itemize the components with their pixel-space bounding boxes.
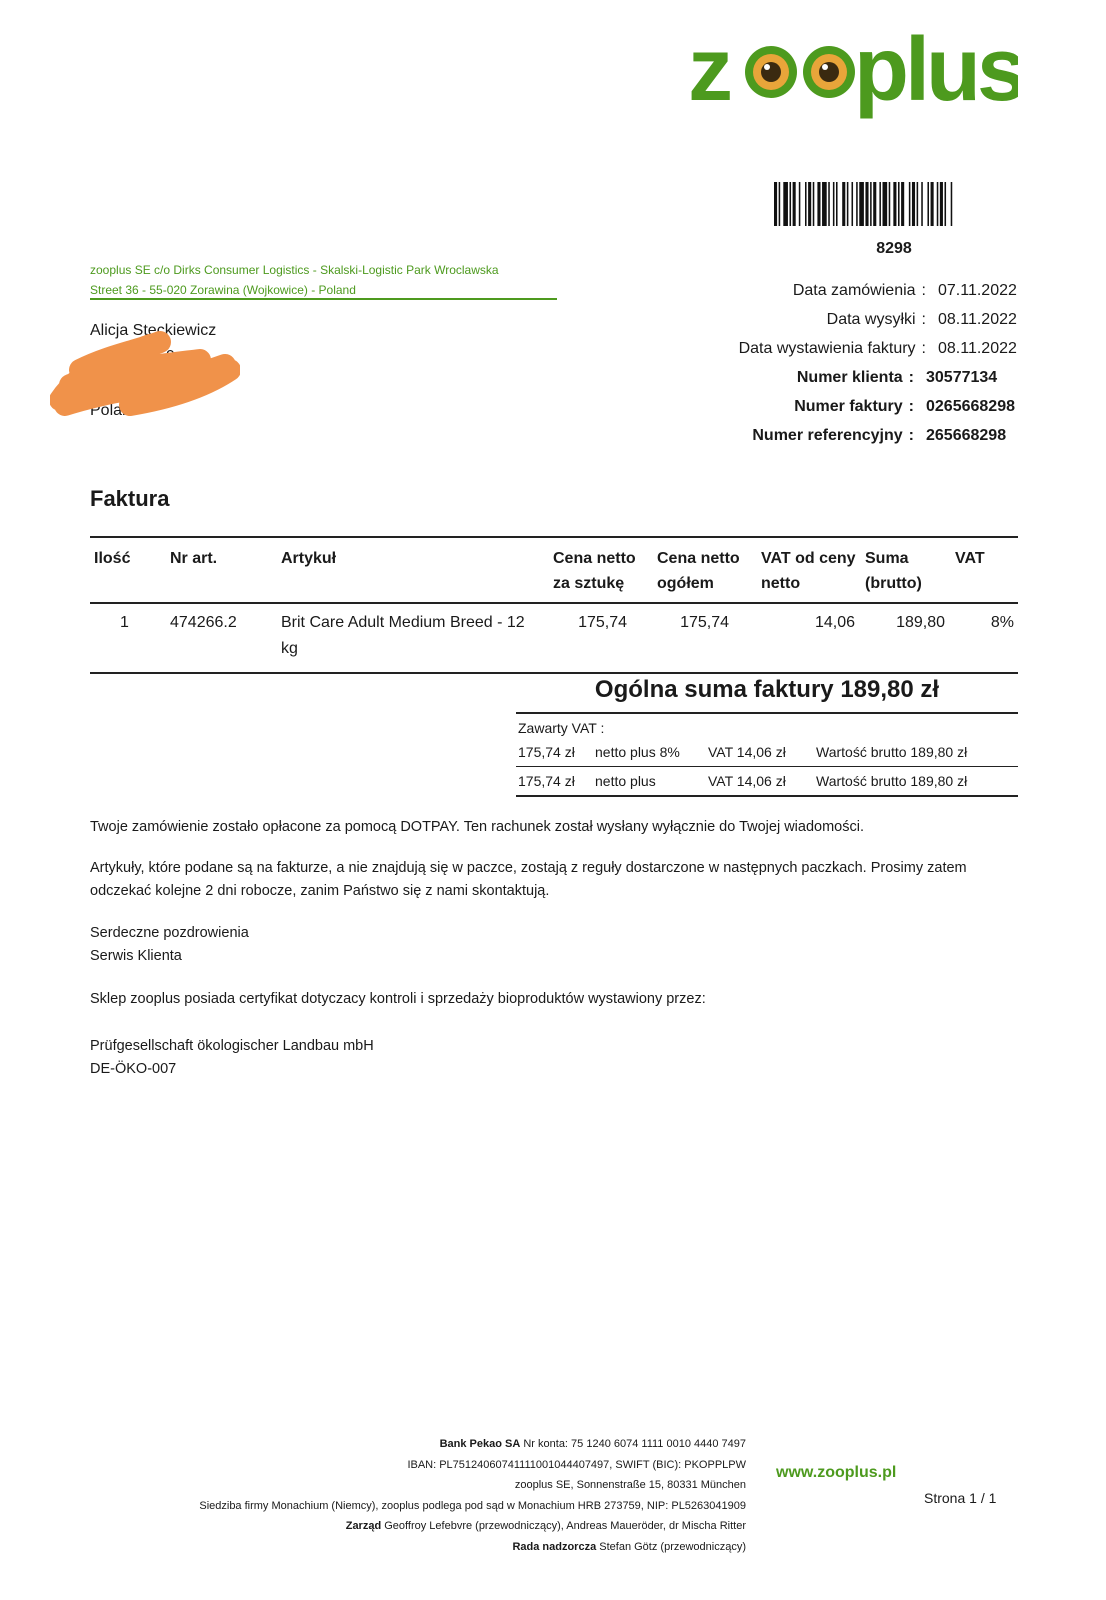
barcode-bar — [836, 182, 838, 226]
cell-art-no: 474266.2 — [170, 614, 237, 631]
footer-bank-account: Nr konta: 75 1240 6074 1111 0010 4440 7497 — [523, 1438, 746, 1450]
order-meta-label: Numer referencyjny — [752, 426, 903, 444]
footer-legal — [150, 1434, 746, 1557]
order-meta-row — [739, 421, 1024, 450]
order-meta-value: 30577134 — [926, 368, 998, 386]
vat-row-desc: netto plus — [595, 773, 656, 789]
vat-row-vat: VAT 14,06 zł — [708, 744, 786, 760]
order-meta-colon: : — [908, 397, 914, 415]
cell-vat-amount: 14,06 — [814, 614, 855, 631]
barcode-bar — [883, 182, 888, 226]
order-meta-row — [739, 305, 1024, 334]
sender-line-1: zooplus SE c/o Dirks Consumer Logistics - Skalski-Logistic Park Wroclawska — [90, 263, 499, 277]
logo-graphic — [688, 22, 1018, 126]
barcode-bar — [856, 182, 858, 226]
cell-article: Brit Care Adult Medium Breed - 12 kg — [281, 614, 525, 657]
footer-bank-line — [150, 1434, 746, 1455]
certificate-code: DE-ÖKO-007 — [90, 1061, 177, 1077]
order-meta-label: Numer faktury — [794, 397, 903, 415]
svg-text:plus: plus — [854, 22, 1018, 120]
barcode-bar — [799, 182, 801, 226]
table-header-row — [90, 537, 1018, 603]
barcode-bar — [828, 182, 830, 226]
customer-country: Polan — [90, 402, 131, 419]
barcode-bar — [783, 182, 788, 226]
barcode-bar — [842, 182, 845, 226]
cell-total-net: 175,74 — [680, 614, 729, 631]
vat-summary-row — [516, 738, 1018, 767]
sender-address — [90, 260, 560, 300]
barcode-bar — [817, 182, 820, 226]
header-vat-rate: VAT — [951, 537, 1018, 603]
redaction-scribble — [50, 330, 240, 420]
order-meta-label: Data wystawienia faktury — [738, 339, 916, 357]
barcode-bar — [909, 182, 911, 226]
vat-row-net: 175,74 zł — [518, 773, 575, 789]
barcode-bar — [893, 182, 896, 226]
header-vat-amount: VAT od ceny netto — [757, 537, 861, 603]
barcode-bar — [931, 182, 934, 226]
grand-total: Ogólna suma faktury 189,80 zł — [516, 676, 1018, 714]
vat-included-label: Zawarty VAT : — [518, 720, 605, 736]
order-meta-label: Numer klienta — [796, 368, 903, 386]
order-meta-colon: : — [908, 368, 914, 386]
barcode-bar — [808, 182, 811, 226]
cell-unit-net: 175,74 — [578, 614, 627, 631]
header-unit-net: Cena netto za sztukę — [549, 537, 653, 603]
barcode-bar — [917, 182, 919, 226]
header-qty: Ilość — [90, 537, 166, 603]
order-meta-colon: : — [921, 339, 926, 357]
footer-registry: Siedziba firmy Monachium (Niemcy), zooplus podlega pod sąd w Monachium HRB 273759, NIP: PL5263041909 — [199, 1499, 746, 1512]
totals-section — [516, 676, 1018, 797]
cell-vat-rate: 8% — [990, 614, 1014, 631]
zooplus-logo — [688, 22, 1018, 126]
order-meta — [739, 276, 1024, 450]
order-meta-row — [739, 334, 1024, 363]
footer-website-link[interactable]: www.zooplus.pl — [776, 1464, 897, 1481]
cell-gross: 189,80 — [896, 614, 945, 631]
barcode-bar — [870, 182, 872, 226]
order-meta-row — [739, 363, 1024, 392]
barcode-number: 8298 — [876, 240, 912, 257]
greeting-line-1: Serdeczne pozdrowienia — [90, 925, 249, 941]
payment-message: Twoje zamówienie zostało opłacone za pomocą DOTPAY. Ten rachunek został wysłany wyłącznie do Twojej wiadomości. — [90, 819, 864, 835]
table-row — [90, 603, 1018, 673]
barcode-bar — [813, 182, 815, 226]
header-total-net: Cena netto ogółem — [653, 537, 757, 603]
header-article: Artykuł — [277, 537, 549, 603]
barcode-bar — [859, 182, 864, 226]
header-art-no: Nr art. — [166, 537, 277, 603]
svg-text:z: z — [688, 22, 730, 120]
greeting-line-2: Serwis Klienta — [90, 948, 182, 964]
footer-board: Geoffroy Lefebvre (przewodniczący), Andreas Maueröder, dr Mischa Ritter — [384, 1520, 746, 1532]
vat-row-desc: netto plus 8% — [595, 744, 680, 760]
barcode-bar — [790, 182, 792, 226]
order-meta-label: Data zamówienia — [792, 281, 916, 299]
order-meta-colon: : — [921, 310, 926, 328]
order-meta-value: 08.11.2022 — [938, 310, 1017, 328]
barcode-bar — [945, 182, 947, 226]
barcode-bar — [793, 182, 796, 226]
barcode-bar — [898, 182, 900, 226]
order-meta-colon: : — [908, 426, 914, 444]
vat-row-vat: VAT 14,06 zł — [708, 773, 786, 789]
footer-iban: IBAN: PL75124060741111001044407497, SWIFT (BIC): PKOPPLPW — [407, 1458, 746, 1471]
cell-qty: 1 — [120, 614, 129, 631]
footer-supervisory-label: Rada nadzorcza — [512, 1540, 597, 1553]
barcode — [774, 182, 1014, 226]
footer-board-label: Zarząd — [345, 1520, 382, 1532]
barcode-bar — [779, 182, 781, 226]
barcode-bar — [937, 182, 939, 226]
barcode-bar — [927, 182, 929, 226]
order-meta-value: 07.11.2022 — [938, 281, 1017, 299]
barcode-bar — [833, 182, 835, 226]
barcode-bar — [921, 182, 923, 226]
footer-supervisory-line — [150, 1537, 746, 1558]
barcode-graphic — [774, 182, 1014, 226]
certificate-message: Sklep zooplus posiada certyfikat dotyczacy kontroli i sprzedaży bioproduktów wystawiony przez: — [90, 991, 706, 1007]
order-meta-label: Data wysyłki — [826, 310, 916, 328]
barcode-bar — [852, 182, 854, 226]
order-meta-value: 08.11.2022 — [938, 339, 1017, 357]
vat-row-gross: Wartość brutto 189,80 zł — [816, 744, 968, 760]
order-meta-row — [739, 276, 1024, 305]
sender-line-2: Street 36 - 55-020 Zorawina (Wojkowice) - Poland — [90, 283, 356, 297]
customer-street: 9 — [166, 348, 175, 365]
barcode-bar — [774, 182, 777, 226]
delivery-message: Artykuły, które podane są na fakturze, a nie znajdują się w paczce, zostają z reguły dostarczone w następnych paczkach. Prosimy zatem odczekać kolejne 2 dni robocze, zanim Państwo się z nami skontaktują. — [90, 860, 967, 899]
barcode-bar — [889, 182, 891, 226]
order-meta-row — [739, 392, 1024, 421]
vat-row-gross: Wartość brutto 189,80 zł — [816, 773, 968, 789]
barcode-bar — [940, 182, 943, 226]
page-number: Strona 1 / 1 — [924, 1490, 997, 1506]
barcode-bar — [901, 182, 904, 226]
order-meta-value: 0265668298 — [926, 397, 1015, 415]
barcode-bar — [865, 182, 868, 226]
footer-supervisory: Stefan Götz (przewodniczący) — [599, 1540, 746, 1553]
barcode-bar — [912, 182, 915, 226]
invoice-title: Faktura — [90, 486, 170, 511]
invoice-table — [90, 536, 1018, 674]
barcode-bar — [847, 182, 849, 226]
vat-summary-row — [516, 767, 1018, 797]
footer-board-line — [150, 1516, 746, 1537]
certificate-organization: Prüfgesellschaft ökologischer Landbau mbH — [90, 1038, 374, 1054]
vat-row-net: 175,74 zł — [518, 744, 575, 760]
header-gross: Suma (brutto) — [861, 537, 951, 603]
footer-bank-name: Bank Pekao SA — [439, 1438, 521, 1450]
barcode-bar — [879, 182, 881, 226]
customer-name: Alicja Steckiewicz — [90, 322, 217, 339]
barcode-bar — [822, 182, 827, 226]
sender-underline — [90, 298, 557, 300]
barcode-bar — [805, 182, 807, 226]
order-meta-value: 265668298 — [926, 426, 1007, 444]
barcode-bar — [873, 182, 876, 226]
footer-address: zooplus SE, Sonnenstraße 15, 80331 München — [514, 1479, 746, 1491]
order-meta-colon: : — [921, 281, 926, 299]
barcode-bar — [951, 182, 953, 226]
